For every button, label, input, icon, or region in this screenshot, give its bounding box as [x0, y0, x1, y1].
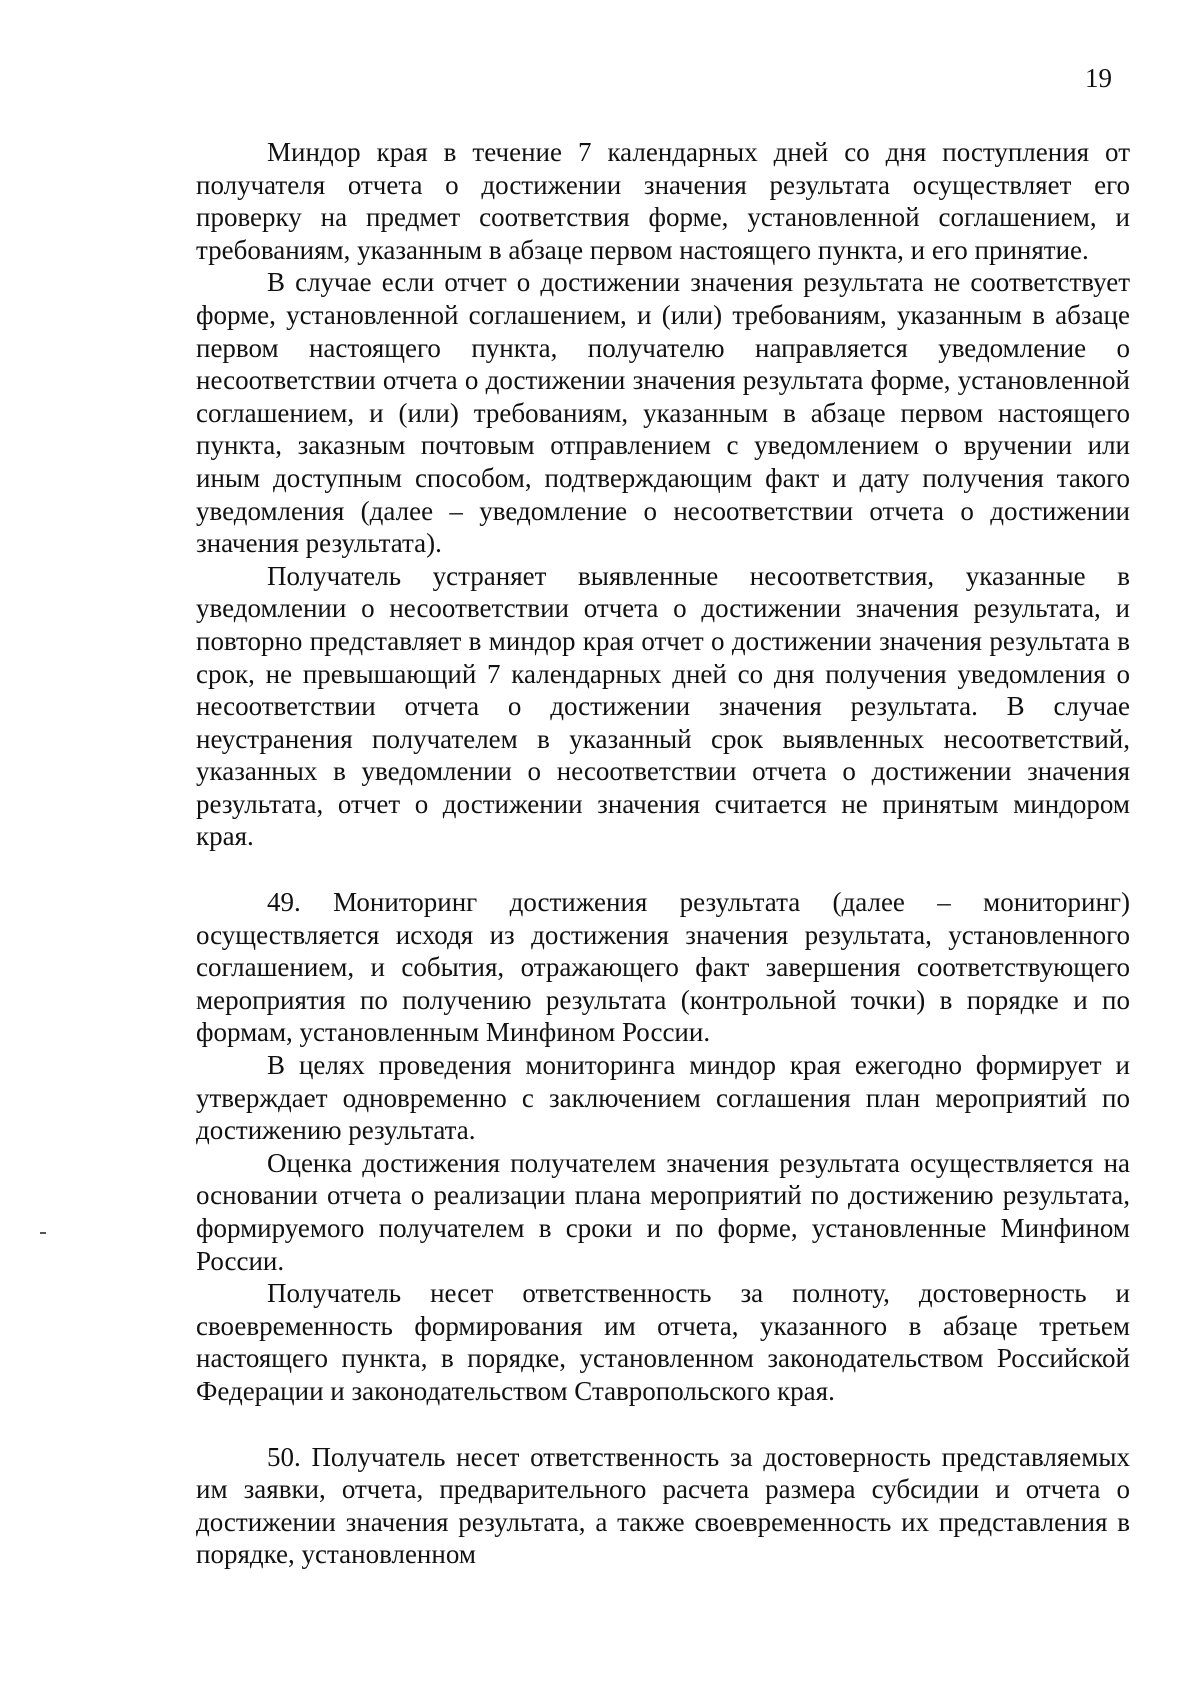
document-body — [196, 136, 1130, 1571]
scan-artifact — [40, 1232, 46, 1234]
paragraph-monitoring-plan: В целях проведения мониторинга миндор края ежегодно формирует и утверждает одновременно с заключением соглашения план мероприятий по достижению результата. — [196, 1050, 1130, 1146]
paragraph-report-review: Миндор края в течение 7 календарных дней со дня поступления от получателя отчета о достижении значения результата осуществляет его проверку на предмет соответствия форме, установленной соглашением, и требованиям, указанным в абзаце первом настоящего пункта, и его принятие. — [196, 137, 1130, 265]
paragraph-item-50-responsibility: 50. Получатель несет ответственность за достоверность представляемых им заявки, отчета, предварительного расчета размера субсидии и отчета о достижении значения результата, а также своевременность их представления в порядке, установленном — [196, 1441, 1130, 1570]
paragraph-nonconformity-notice: В случае если отчет о достижении значения результата не соответствует форме, установленной соглашением, и (или) требованиям, указанным в абзаце первом настоящего пункта, получателю направляется уведомление о несоответствии отчета о достижении значения результата форме, установленной соглашением, и (или) требованиям, указанным в абзаце первом настоящего пункта, заказным почтовым отправлением с уведомлением о вручении или иным доступным способом, подтверждающим факт и дату получения такого уведомления (далее – уведомление о несоответствии отчета о достижении значения результата). — [196, 267, 1130, 559]
paragraph-resubmission: Получатель устраняет выявленные несоответствия, указанные в уведомлении о несоответствии отчета о достижении значения результата, и повторно представляет в миндор края отчет о достижении значения результата в срок, не превышающий 7 календарных дней со дня получения уведомления о несоответствии отчета о достижении значения результата. В случае неустранения получателем в указанный срок выявленных несоответствий, указанных в уведомлении о несоответствии отчета о достижении значения результата, отчет о достижении значения считается не принятым миндором края. — [196, 560, 1130, 852]
paragraph-achievement-assessment: Оценка достижения получателем значения результата осуществляется на основании отчета о реализации плана мероприятий по достижению результата, формируемого получателем в сроки и по форме, установленные Минфином России. — [196, 1147, 1130, 1276]
paragraph-item-49-monitoring: 49. Мониторинг достижения результата (далее – мониторинг) осуществляется исходя из достижения значения результата, установленного соглашением, и события, отражающего факт завершения соответствующего мероприятия по получению результата (контрольной точки) в порядке и по формам, установленным Минфином России. — [196, 887, 1130, 1048]
page-number: 19 — [1085, 63, 1112, 93]
paragraph-reporting-responsibility: Получатель несет ответственность за полноту, достоверность и своевременность формирования им отчета, указанного в абзаце третьем настоящего пункта, в порядке, установленном законодательством Российской Федерации и законодательством Ставропольского края. — [196, 1278, 1130, 1406]
